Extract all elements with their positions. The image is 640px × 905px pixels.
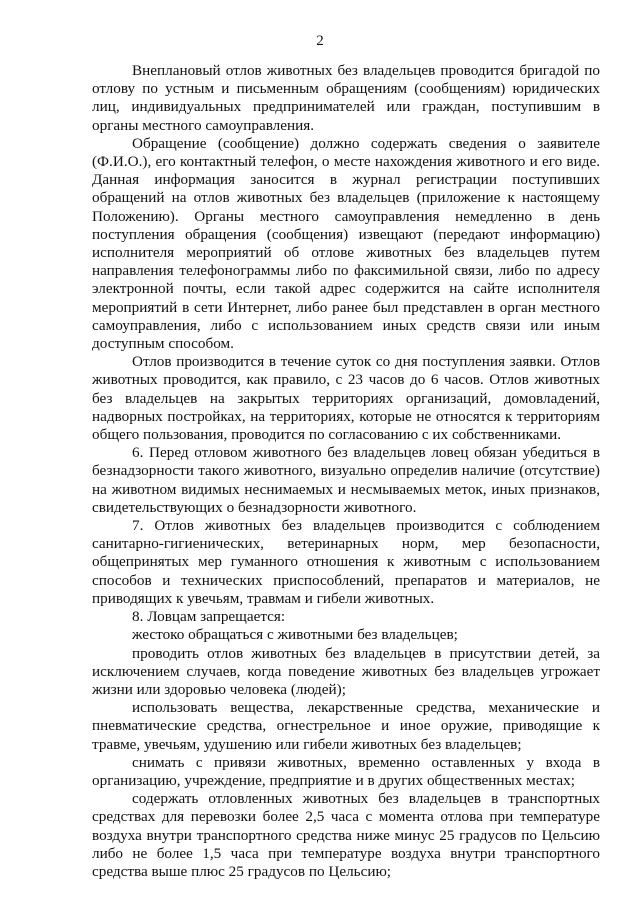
paragraph-unscheduled-capture: Внеплановый отлов животных без владельцев проводится бригадой по отлову по устным и письменным обращениям (сообщениям) юридических лиц, индивидуальных предпринимателей или граждан, поступившим в органы местного самоуправления.: [92, 62, 600, 134]
paragraph-item-7: 7. Отлов животных без владельцев производится с соблюдением санитарно-гигиенических, ветеринарных норм, мер безопасности, общепринятых мер гуманного отношения к животным с использованием способов и технических приспособлений, препаратов и материалов, не приводящих к увечьям, травмам и гибели животных.: [92, 517, 600, 607]
paragraph-item-6: 6. Перед отловом животного без владельцев ловец обязан убедиться в безнадзорности такого животного, визуально определив наличие (отсутствие) на животном видимых неснимаемых и несмываемых меток, иных признаков, свидетельствующих о безнадзорности животного.: [92, 444, 600, 516]
paragraph-prohibition-cruelty: жестоко обращаться с животными без владельцев;: [132, 626, 458, 644]
paragraph-prohibition-transport: содержать отловленных животных без владельцев в транспортных средствах для перевозки более 2,5 часа с момента отлова при температуре воздуха внутри транспортного средства ниже минус 25 градусов по Цельсию либо не более 1,5 часа при температуре воздуха внутри транспортного средства выше плюс 25 градусов по Цельсию;: [92, 790, 600, 880]
paragraph-item-8: 8. Ловцам запрещается:: [132, 608, 286, 626]
paragraph-request-contents: Обращение (сообщение) должно содержать сведения о заявителе (Ф.И.О.), его контактный телефон, о месте нахождения животного и его виде. Данная информация заносится в журнал регистрации поступивших обращений на отлов животных без владельцев (приложение к настоящему Положению). Органы местного самоуправления немедленно в день поступления обращения (сообщения) извещают (передают информацию) исполнителя мероприятий об отлове животных без владельцев путем направления телефонограммы либо по факсимильной связи, либо по адресу электронной почты, если такой адрес содержится на сайте исполнителя мероприятий в сети Интернет, либо ранее был представлен в орган местного самоуправления, либо с использованием иных средств связи или иным доступным способом.: [92, 134, 600, 353]
document-body: [92, 62, 600, 881]
page-number: 2: [316, 33, 324, 49]
paragraph-prohibition-tethered: снимать с привязи животных, временно оставленных у входа в организацию, учреждение, предприятие и в других общественных местах;: [92, 753, 600, 789]
paragraph-prohibition-substances: использовать вещества, лекарственные средства, механические и пневматические средства, огнестрельное и иное оружие, приводящие к травме, увечьям, удушению или гибели животных без владельцев;: [92, 699, 600, 753]
paragraph-prohibition-children: проводить отлов животных без владельцев в присутствии детей, за исключением случаев, когда поведение животных без владельцев угрожает жизни или здоровью человека (людей);: [92, 644, 600, 698]
paragraph-capture-timing: Отлов производится в течение суток со дня поступления заявки. Отлов животных проводится, как правило, с 23 часов до 6 часов. Отлов животных без владельцев на закрытых территориях организаций, домовладений, надворных постройках, на территориях, которые не относятся к территориям общего пользования, проводится по согласованию с их собственниками.: [92, 353, 600, 444]
